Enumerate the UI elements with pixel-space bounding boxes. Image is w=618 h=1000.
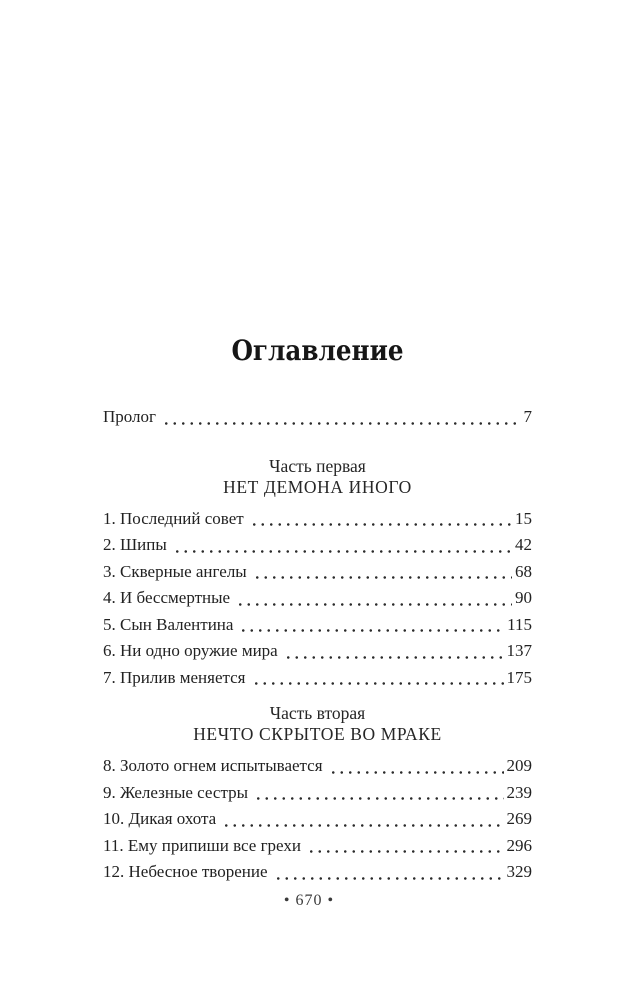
chapter-list-part-1: [103, 506, 532, 692]
part-heading-1: [103, 456, 532, 498]
toc-entry: [103, 859, 532, 886]
part-label: Часть первая: [269, 455, 366, 476]
dot-leader: [329, 753, 504, 780]
toc-entry: [103, 585, 532, 612]
dot-leader: [254, 780, 503, 807]
toc-entry: [103, 506, 532, 533]
toc-entry-label: 7. Прилив меняется: [103, 667, 246, 687]
dot-leader: [274, 859, 504, 886]
dot-leader: [252, 665, 504, 692]
toc-entry: [103, 753, 532, 780]
toc-entry: [103, 780, 532, 807]
toc-entry-label: 1. Последний совет: [103, 508, 244, 528]
dot-leader: [173, 532, 512, 559]
toc-entry-label: Пролог: [103, 407, 157, 426]
page-title: Оглавление: [231, 334, 404, 367]
dot-leader: [307, 833, 504, 860]
toc-entry: [103, 833, 532, 860]
toc-entry-label: 5. Сын Валентина: [103, 614, 234, 634]
toc-entry-page: 175: [506, 667, 532, 687]
page-number-footer: • 670 •: [283, 892, 335, 909]
toc-entry-page: 269: [506, 809, 532, 828]
dot-leader: [236, 585, 512, 612]
toc-entry-page: 137: [506, 641, 532, 660]
toc-entry-label: 3. Скверные ангелы: [103, 561, 247, 581]
toc-entry-label: 9. Железные сестры: [103, 782, 249, 802]
dot-leader: [253, 559, 512, 586]
toc-entry-label: 10. Дикая охота: [103, 809, 217, 828]
toc-entry-page: 15: [515, 508, 532, 528]
dot-leader: [284, 638, 504, 665]
toc-entry: [103, 559, 532, 586]
toc-entry-label: 6. Ни одно оружие мира: [103, 641, 278, 660]
toc-entry-prologue: [103, 404, 532, 431]
toc-entry-page: 42: [515, 535, 532, 554]
dot-leader: [162, 404, 520, 431]
toc-entry-page: 68: [515, 561, 532, 581]
toc-entry-page: 296: [506, 835, 532, 855]
toc-entry-label: 8. Золото огнем испытывается: [103, 756, 323, 775]
toc-entry-page: 115: [507, 614, 532, 634]
chapter-list-part-2: [103, 753, 532, 886]
toc-entry-page: 239: [506, 782, 532, 802]
toc-entry: [103, 612, 532, 639]
toc-entry-page: 209: [506, 756, 532, 775]
toc-entry-page: 90: [515, 588, 532, 607]
part-title: НЕТ ДЕМОНА ИНОГО: [223, 476, 412, 497]
dot-leader: [222, 806, 503, 833]
dot-leader: [239, 612, 504, 639]
toc-entry-page: 7: [523, 407, 532, 426]
toc-entry: [103, 806, 532, 833]
part-title: НЕЧТО СКРЫТОЕ ВО МРАКЕ: [193, 724, 442, 744]
toc-entry: [103, 638, 532, 665]
toc-entry: [103, 532, 532, 559]
toc-entry-page: 329: [506, 862, 532, 881]
toc-entry-label: 2. Шипы: [103, 535, 167, 554]
toc-entry: [103, 665, 532, 692]
part-heading-2: [103, 703, 532, 745]
toc-entry-label: 11. Ему припиши все грехи: [103, 835, 301, 855]
toc-entry-label: 12. Небесное творение: [103, 862, 268, 881]
toc-entry-label: 4. И бессмертные: [103, 588, 231, 607]
dot-leader: [250, 506, 512, 533]
part-label: Часть вторая: [269, 703, 366, 723]
